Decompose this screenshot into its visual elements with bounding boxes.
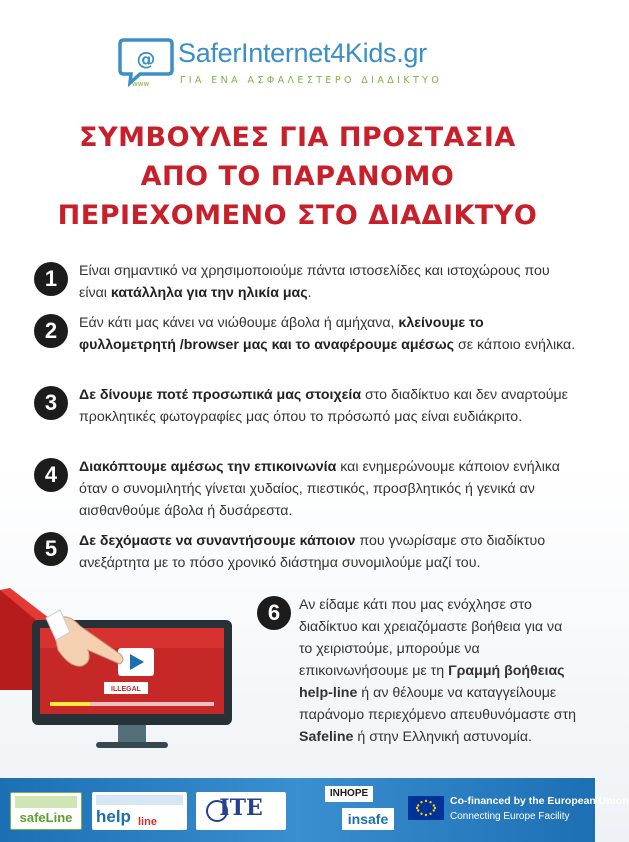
title-line-2: ΑΠΟ ΤΟ ΠΑΡΑΝΟΜΟ: [140, 161, 455, 192]
brand-name: SaferInternet4Kids.gr: [178, 38, 427, 68]
monitor-stand: [118, 725, 146, 743]
page-title: [0, 118, 595, 235]
chat-bubble-at-icon: [118, 36, 174, 86]
www-label: www: [132, 80, 150, 88]
tip-number-badge: 1: [34, 262, 68, 296]
footer-logos: [0, 778, 629, 842]
tip-number-badge: 4: [34, 458, 68, 492]
inhope-insafe-logo[interactable]: INHOPE insafe: [322, 786, 408, 834]
eu-cef-text: Connecting Europe Facility: [450, 811, 570, 822]
tip-text: Αν είδαμε κάτι που μας ενόχλησε στο διαδίκτυο και χρειαζόμαστε βοήθεια για να το χειριστούμε, μπορούμε να επικοινωνήσουμε με τη Γραμμή βοήθειας help-line ή αν θέλουμε να καταγγείλουμε παράνομο περιεχόμενο απευθυνόμαστε στη Safeline ή στην Ελληνική αστυνομία.: [299, 597, 577, 745]
tip-number-badge: 6: [257, 596, 291, 630]
tip-text: Εάν κάτι μας κάνει να νιώθουμε άβολα ή αμήχανα, κλείνουμε το φυλλομετρητή /browser μας και το αναφέρουμε αμέσως σε κάποιο ενήλικα.: [79, 315, 576, 353]
helpline-logo[interactable]: help line: [92, 792, 187, 830]
tip-text: Δε δίνουμε ποτέ προσωπικά μας στοιχεία στο διαδίκτυο και δεν αναρτούμε προκλητικές φωτογραφίες μας όπου το πρόσωπό μας είναι ευδιάκριτο.: [79, 387, 568, 425]
tip-number-badge: 5: [34, 532, 68, 566]
tip-text: Διακόπτουμε αμέσως την επικοινωνία και ενημερώνουμε κάποιον ενήλικα όταν ο συνομιλητής γίνεται χυδαίος, πιεστικός, προσβλητικός ή γενικά αν αισθανθούμε άβολα ή δυσάρεστα.: [79, 459, 560, 519]
eu-flag-icon: [408, 796, 444, 820]
ite-logo[interactable]: ΙΤΕ: [196, 792, 286, 830]
tip-number-badge: 3: [34, 386, 68, 420]
monitor-illustration: [0, 570, 260, 770]
tip-text: Δε δεχόμαστε να συναντήσουμε κάποιον που γνωρίσαμε στο διαδίκτυο ανεξάρτητα με το πόσο χρονικό διάστημα συνομιλούμε μαζί του.: [79, 533, 546, 571]
eu-cofinanced-logo: [408, 788, 629, 832]
illegal-badge-text: ILLEGAL: [111, 686, 141, 693]
eu-cofinanced-text: Co-financed by the European Union: [450, 795, 629, 807]
safeline-logo[interactable]: safeLine: [10, 792, 82, 830]
tagline: ΓΙΑ ΕΝΑ ΑΣΦΑΛΕΣΤΕΡΟ ΔΙΑΔΙΚΤΥΟ: [180, 75, 443, 86]
tip-number-badge: 2: [34, 314, 68, 348]
monitor-base: [96, 742, 168, 748]
title-line-1: ΣΥΜΒΟΥΛΕΣ ΓΙΑ ΠΡΟΣΤΑΣΙΑ: [79, 122, 516, 153]
svg-text:@: @: [136, 48, 156, 70]
site-logo: [118, 30, 498, 100]
title-line-3: ΠΕΡΙΕΧΟΜΕΝΟ ΣΤΟ ΔΙΑΔΙΚΤΥΟ: [57, 200, 538, 231]
tip-text: Είναι σημαντικό να χρησιμοποιούμε πάντα ιστοσελίδες και ιστοχώρους που είναι κατάλληλα για την ηλικία μας.: [79, 263, 550, 301]
